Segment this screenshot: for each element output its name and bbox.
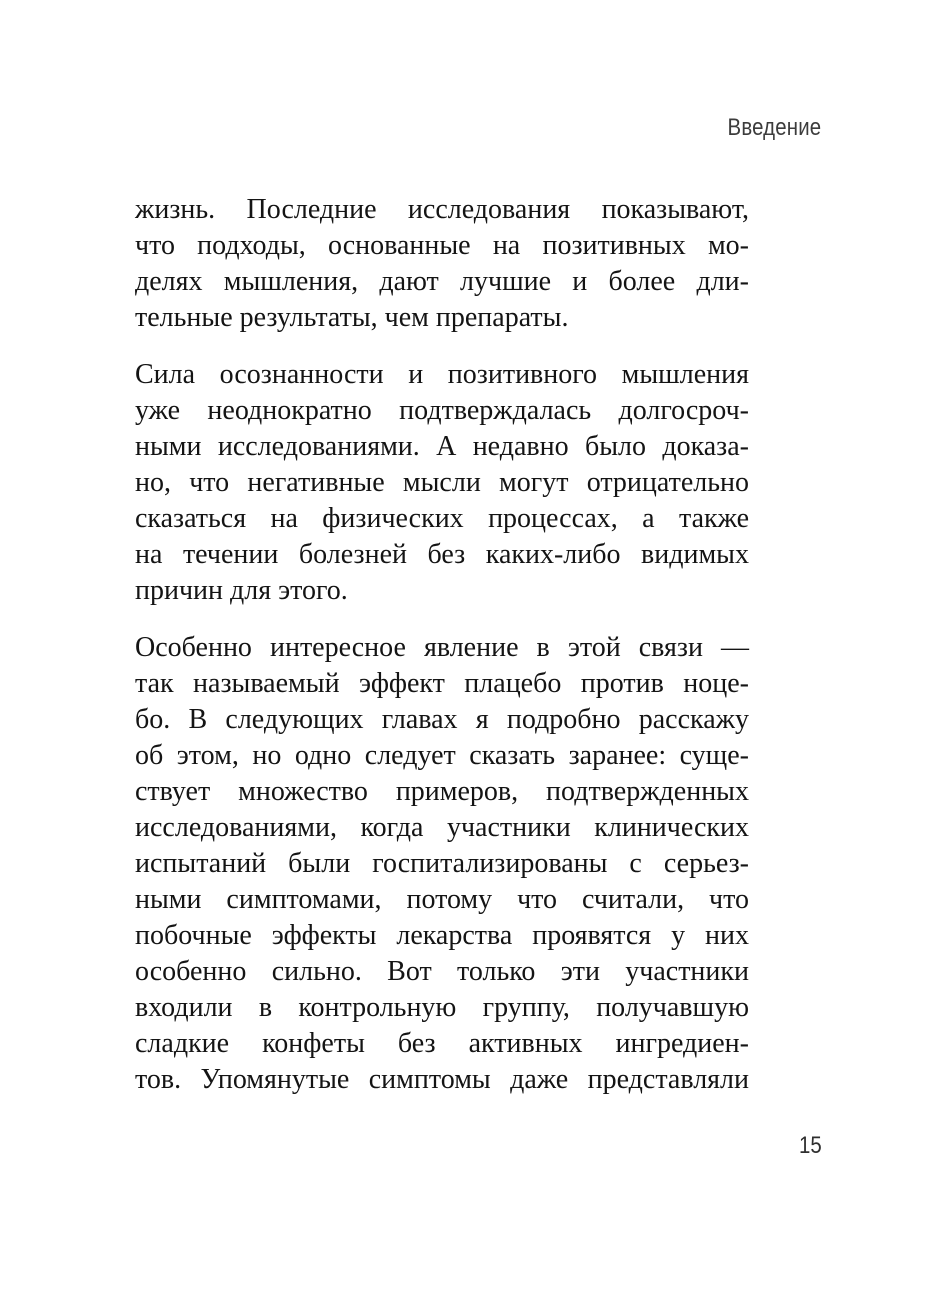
text-line: тельные результаты, чем препараты. (135, 302, 569, 333)
text-line: ными симптомами, потому что считали, что (135, 884, 749, 915)
text-line: исследованиями, когда участники клинических (135, 812, 749, 843)
text-line: особенно сильно. Вот только эти участники (135, 956, 749, 987)
text-line: жизнь. Последние исследования показывают, (135, 194, 749, 225)
text-line: тов. Упомянутые симптомы даже представляли (135, 1064, 749, 1095)
text-line: сладкие конфеты без активных ингредиен- (135, 1028, 749, 1059)
text-line: делях мышления, дают лучшие и более дли- (135, 266, 749, 297)
text-line: ствует множество примеров, подтвержденных (135, 776, 749, 807)
text-line: уже неоднократно подтверждалась долгосроч- (135, 395, 749, 426)
text-line: причин для этого. (135, 575, 348, 606)
text-line: сказаться на физических процессах, а также (135, 503, 749, 534)
text-line: но, что негативные мысли могут отрицательно (135, 467, 749, 498)
text-line: побочные эффекты лекарства проявятся у них (135, 920, 749, 951)
text-line: входили в контрольную группу, получавшую (135, 992, 749, 1023)
text-line: так называемый эффект плацебо против ноце- (135, 668, 749, 699)
text-line: ными исследованиями. А недавно было доказа- (135, 431, 749, 462)
paragraph (135, 630, 749, 1098)
text-line: испытаний были госпитализированы с серьез- (135, 848, 749, 879)
text-line: Особенно интересное явление в этой связи — (135, 632, 749, 663)
running-header (711, 116, 821, 140)
page-number-value: 15 (799, 1132, 822, 1159)
text-line: на течении болезней без каких-либо видимых (135, 539, 749, 570)
chapter-title: Введение (727, 114, 821, 141)
paragraph (135, 192, 749, 336)
text-block (135, 192, 749, 1098)
page-number (795, 1134, 822, 1158)
text-line: об этом, но одно следует сказать заранее: суще- (135, 740, 749, 771)
text-line: что подходы, основанные на позитивных мо- (135, 230, 749, 261)
text-line: Сила осознанности и позитивного мышления (135, 359, 749, 390)
paragraph (135, 357, 749, 609)
text-line: бо. В следующих главах я подробно расскажу (135, 704, 749, 735)
